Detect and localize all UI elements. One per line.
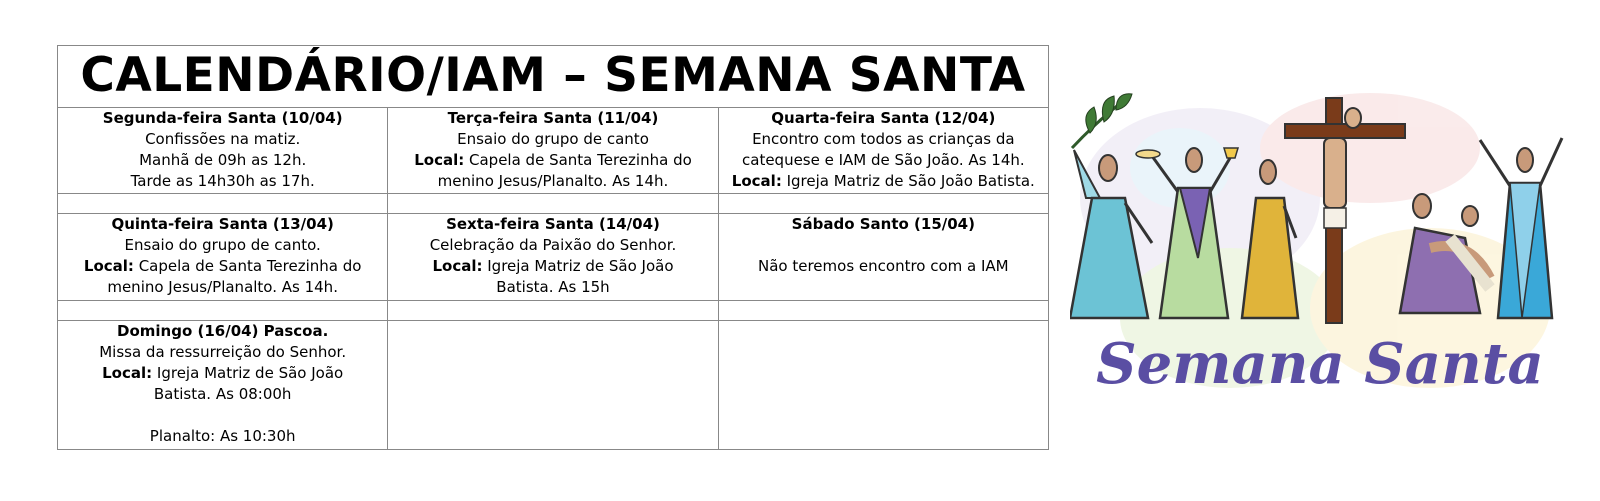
day-line: Celebração da Paixão do Senhor.	[429, 236, 677, 255]
day-title: Segunda-feira Santa (10/04)	[102, 108, 343, 127]
day-local-line	[388, 150, 717, 171]
local-text: Igreja Matriz de São João	[482, 257, 674, 276]
day-title: Sábado Santo (15/04)	[791, 215, 975, 234]
day-cell-friday	[388, 214, 718, 300]
spacer-cell	[718, 300, 1048, 320]
calendar-table	[57, 45, 1049, 450]
spacer-cell	[718, 194, 1048, 214]
day-line: menino Jesus/Planalto. As 14h.	[107, 278, 338, 297]
day-line: Planalto: As 10:30h	[149, 427, 296, 446]
day-line: Batista. As 08:00h	[153, 385, 292, 404]
calendar-title-cell	[58, 46, 1049, 108]
day-title: Sexta-feira Santa (14/04)	[446, 215, 660, 234]
day-line: Tarde as 14h30h as 17h.	[130, 171, 315, 190]
day-cell-tuesday	[388, 107, 718, 193]
day-line: Missa da ressurreição do Senhor.	[99, 343, 347, 362]
day-line: catequese e IAM de São João. As 14h.	[742, 150, 1025, 169]
day-line: Ensaio do grupo de canto	[457, 129, 649, 148]
page-title: CALENDÁRIO/IAM – SEMANA SANTA	[80, 48, 1026, 104]
day-line: Não teremos encontro com a IAM	[758, 257, 1009, 276]
day-line: Confissões na matiz.	[145, 129, 301, 148]
day-local-line	[719, 171, 1048, 192]
day-line: Encontro com todos as crianças da	[752, 129, 1015, 148]
spacer-row	[58, 300, 1049, 320]
semana-santa-illustration	[1070, 88, 1570, 423]
day-title: Quarta-feira Santa (12/04)	[771, 108, 996, 127]
artwork-caption: Semana Santa	[1096, 331, 1544, 397]
spacer-row	[58, 194, 1049, 214]
blank-line	[58, 405, 387, 426]
day-cell-saturday	[718, 214, 1048, 300]
local-text: Capela de Santa Terezinha do	[133, 257, 362, 276]
spacer-cell	[388, 194, 718, 214]
spacer-cell	[388, 300, 718, 320]
local-label: Local:	[414, 150, 465, 169]
day-title: Terça-feira Santa (11/04)	[447, 108, 659, 127]
day-cell-sunday	[58, 321, 388, 450]
day-title: Quinta-feira Santa (13/04)	[111, 215, 334, 234]
blank-line	[719, 235, 1048, 256]
local-text: Igreja Matriz de São João	[152, 364, 344, 383]
spacer-cell	[58, 300, 388, 320]
empty-cell	[718, 321, 1048, 450]
day-cell-wednesday	[718, 107, 1048, 193]
day-local-line	[58, 256, 387, 277]
day-line: menino Jesus/Planalto. As 14h.	[437, 171, 669, 190]
day-line: Batista. As 15h	[496, 278, 610, 297]
day-title: Domingo (16/04) Pascoa.	[117, 322, 329, 341]
local-text: Igreja Matriz de São João Batista.	[781, 171, 1035, 190]
day-line: Ensaio do grupo de canto.	[124, 236, 321, 255]
day-line: Manhã de 09h as 12h.	[139, 150, 307, 169]
day-local-line	[388, 256, 717, 277]
local-label: Local:	[83, 257, 134, 276]
spacer-cell	[58, 194, 388, 214]
day-local-line	[58, 363, 387, 384]
day-cell-thursday	[58, 214, 388, 300]
local-label: Local:	[432, 257, 483, 276]
local-label: Local:	[102, 364, 153, 383]
empty-cell	[388, 321, 718, 450]
local-text: Capela de Santa Terezinha do	[464, 150, 692, 169]
day-cell-monday	[58, 107, 388, 193]
figure-purple-icon	[1400, 194, 1490, 313]
local-label: Local:	[731, 171, 782, 190]
